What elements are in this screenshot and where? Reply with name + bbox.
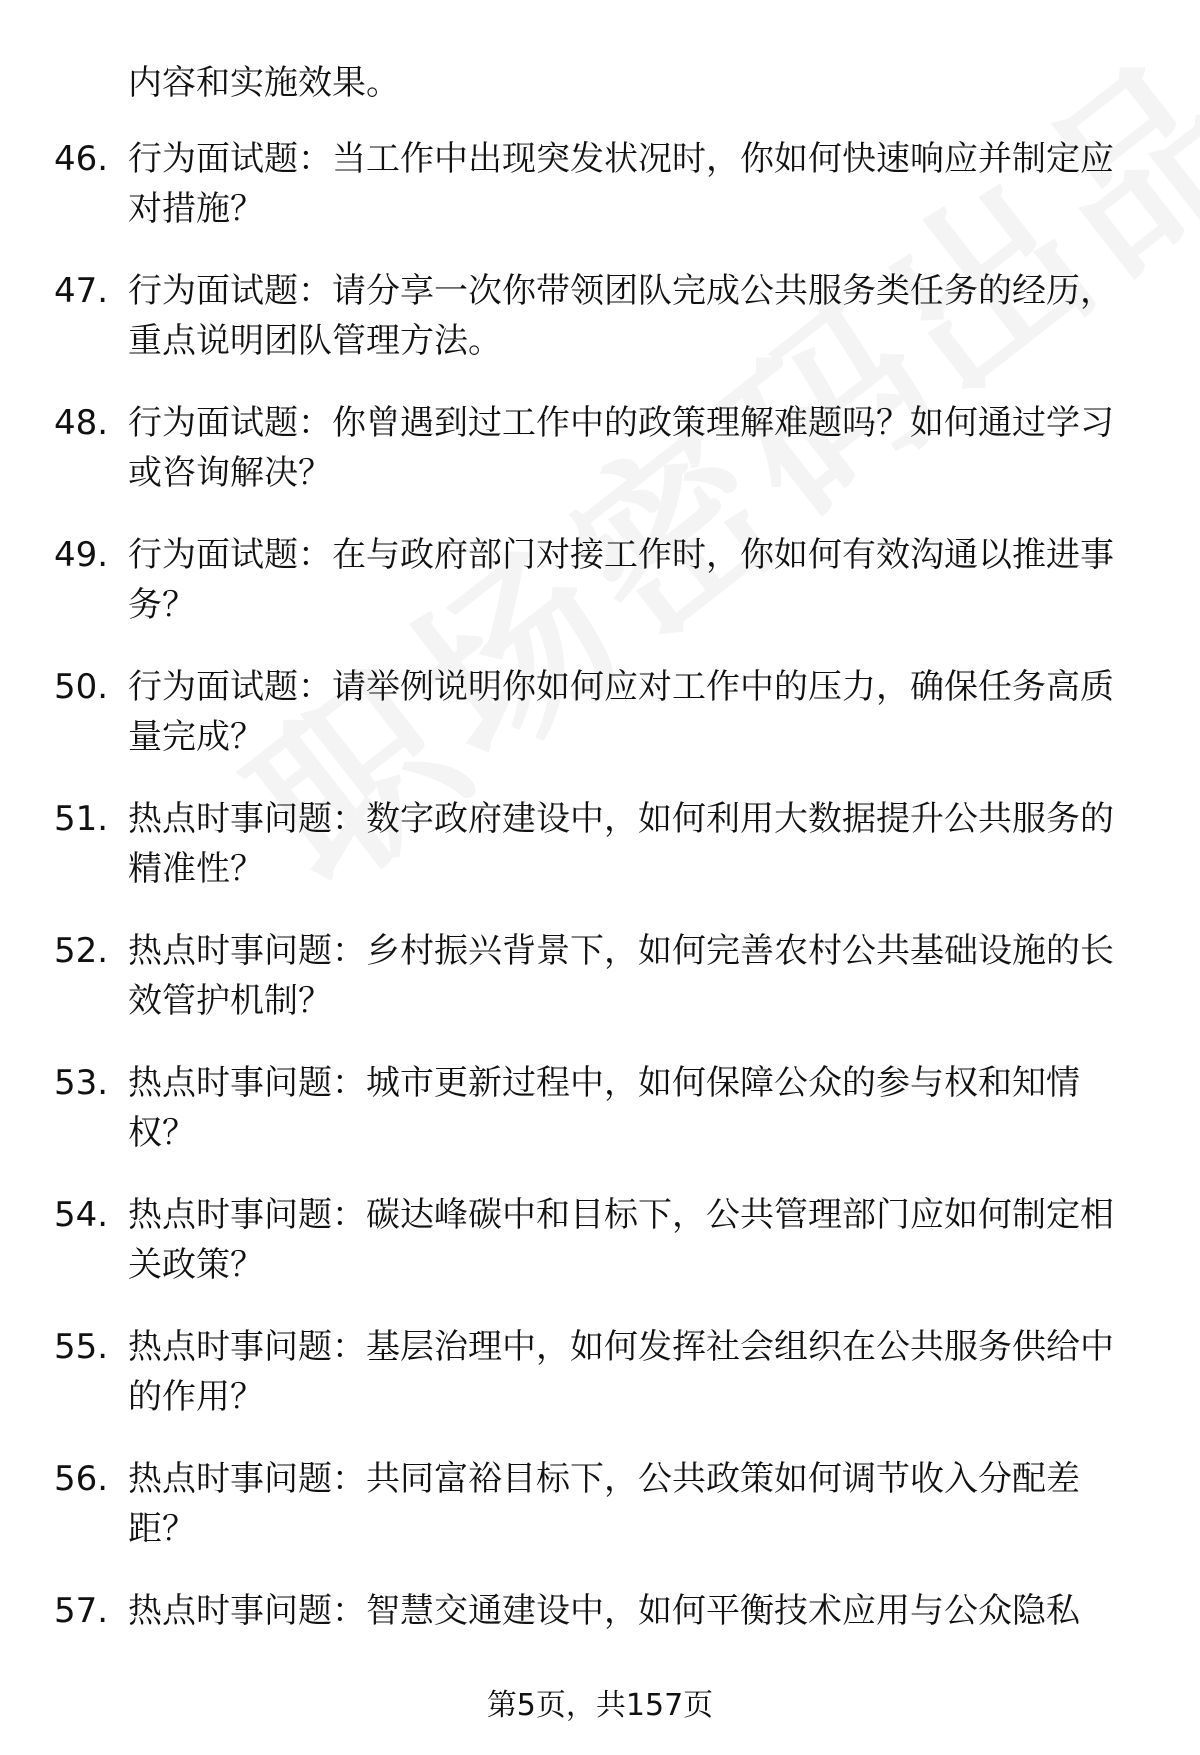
continued-text: 内容和实施效果。 (128, 63, 400, 103)
question-text: 热点时事问题：城市更新过程中，如何保障公众的参与权和知情权？ (128, 1063, 1080, 1153)
question-list (0, 134, 1200, 1718)
question-text: 热点时事问题：基层治理中，如何发挥社会组织在公共服务供给中的作用？ (128, 1327, 1114, 1417)
list-item (0, 398, 1200, 530)
question-number: 51. (54, 799, 109, 839)
question-text: 热点时事问题：智慧交通建设中，如何平衡技术应用与公众隐私 (128, 1591, 1080, 1631)
list-item (0, 1322, 1200, 1454)
question-text: 行为面试题：你曾遇到过工作中的政策理解难题吗？如何通过学习或咨询解决？ (128, 403, 1114, 493)
question-text: 行为面试题：在与政府部门对接工作时，你如何有效沟通以推进事务？ (128, 535, 1114, 625)
question-text: 行为面试题：请分享一次你带领团队完成公共服务类任务的经历，重点说明团队管理方法。 (128, 271, 1114, 361)
question-number: 54. (54, 1195, 109, 1235)
question-text: 行为面试题：当工作中出现突发状况时，你如何快速响应并制定应对措施？ (128, 139, 1114, 229)
question-number: 53. (54, 1063, 109, 1103)
list-item (0, 1058, 1200, 1190)
question-text: 热点时事问题：碳达峰碳中和目标下，公共管理部门应如何制定相关政策？ (128, 1195, 1114, 1285)
question-text: 热点时事问题：乡村振兴背景下，如何完善农村公共基础设施的长效管护机制？ (128, 931, 1114, 1021)
list-item (0, 926, 1200, 1058)
list-item (0, 530, 1200, 662)
question-number: 50. (54, 667, 109, 707)
list-item (0, 1454, 1200, 1586)
question-number: 46. (54, 139, 109, 179)
list-item (0, 266, 1200, 398)
question-number: 56. (54, 1459, 109, 1499)
question-number: 55. (54, 1327, 109, 1367)
list-item (0, 662, 1200, 794)
question-number: 52. (54, 931, 109, 971)
question-number: 48. (54, 403, 109, 443)
list-item (0, 794, 1200, 926)
question-number: 57. (54, 1591, 109, 1631)
page-footer: 第5页，共157页 (486, 1688, 714, 1723)
question-text: 行为面试题：请举例说明你如何应对工作中的压力，确保任务高质量完成？ (128, 667, 1114, 757)
question-number: 49. (54, 535, 109, 575)
question-number: 47. (54, 271, 109, 311)
list-item (0, 134, 1200, 266)
question-text: 热点时事问题：数字政府建设中，如何利用大数据提升公共服务的精准性？ (128, 799, 1114, 889)
question-text: 热点时事问题：共同富裕目标下，公共政策如何调节收入分配差距？ (128, 1459, 1080, 1549)
list-item (0, 1190, 1200, 1322)
